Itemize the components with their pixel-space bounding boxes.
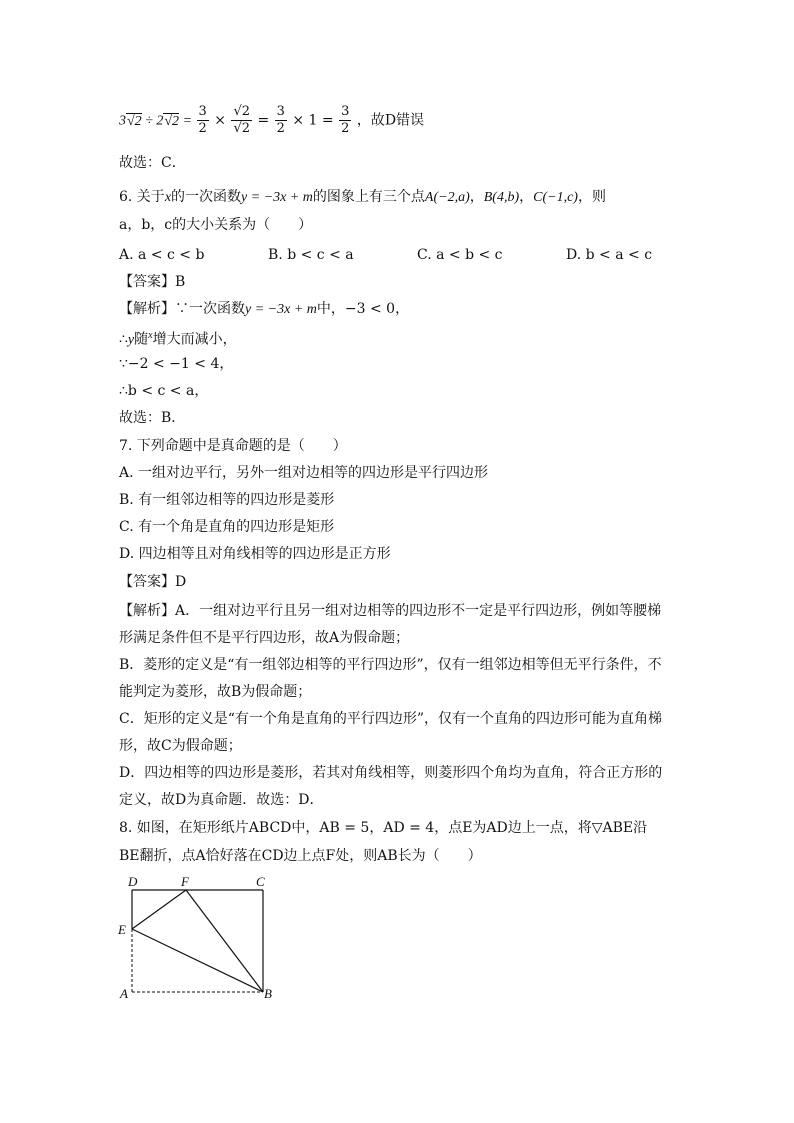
q7-analysis-2: 形满足条件但不是平行四边形，故A为假命题；	[119, 630, 410, 646]
q6-option-a: A. a < c < b	[119, 247, 205, 263]
label-d: D	[128, 874, 138, 889]
q7-analysis-1: 【解析】A．一组对边平行且另一组对边相等的四边形不一定是平行四边形，例如等腰梯	[119, 603, 662, 619]
q5-calculation: 3√2 ÷ 2√2 = $\frac{3}{2}$ × $\frac{√2}{√2}$ = $\frac{3}{2}$ × 1 = $\frac{3}{2}$ ，故D错误	[119, 104, 425, 136]
q6-analysis-4: ∴b < c < a，	[119, 383, 209, 399]
rectangle-fold-diagram	[110, 870, 280, 1005]
q6-point-a: A(−2,a)	[424, 190, 470, 205]
q6-answer: 【答案】B	[119, 274, 186, 290]
label-a: A	[120, 986, 128, 1001]
q6-stem-line2: a，b，c的大小关系为（ ）	[119, 217, 313, 233]
q7-option-b: B. 有一组邻边相等的四边形是菱形	[119, 492, 335, 508]
label-b: B	[264, 986, 272, 1001]
q7-stem: 7. 下列命题中是真命题的是（ ）	[119, 438, 347, 454]
q7-analysis-4: 能判定为菱形，故B为假命题；	[119, 684, 312, 700]
label-c: C	[256, 874, 265, 889]
q5-choice: 故选：C．	[119, 155, 186, 171]
segment-ef	[132, 890, 186, 929]
q7-option-a: A. 一组对边平行，另外一组对边相等的四边形是平行四边形	[119, 465, 489, 481]
q7-analysis-6: 形，故C为假命题；	[119, 738, 242, 754]
q5-expr: 3√2 ÷ 2√2 =	[119, 113, 196, 129]
q6-choice: 故选：B．	[119, 410, 186, 426]
q7-analysis-7: D．四边相等的四边形是菱形，若其对角线相等，则菱形四个角均为直角，符合正方形的	[119, 765, 663, 781]
q6-analysis-1: 【解析】∵一次函数y = −3x + m中，−3 < 0，	[119, 301, 410, 317]
q6-stem: 6. 关于x的一次函数y = −3x + m的图象上有三个点A(−2,a)，B(4,b)，C(−1,c)，则	[119, 189, 606, 205]
segment-eb	[132, 929, 263, 992]
q7-analysis-8: 定义，故D为真命题．故选：D．	[119, 792, 324, 808]
q7-analysis-5: C．矩形的定义是“有一个角是直角的平行四边形”，仅有一个直角的四边形可能为直角梯	[119, 711, 663, 727]
label-f: F	[181, 874, 189, 889]
q6-point-b: B(4,b)	[483, 190, 520, 205]
q8-stem: 8. 如图，在矩形纸片ABCD中，AB = 5，AD = 4，点E为AD边上一点，将▽ABE沿	[119, 820, 648, 836]
q6-option-c: C. a < b < c	[417, 247, 503, 263]
q6-point-c: C(−1,c)	[533, 190, 578, 205]
q7-option-c: C. 有一个角是直角的四边形是矩形	[119, 519, 335, 535]
q6-analysis-2: ∴y随$^x$增大而减小，	[119, 330, 237, 348]
q8-stem-line2: BE翻折，点A恰好落在CD边上点F处，则AB长为（ ）	[119, 848, 482, 864]
q7-answer: 【答案】D	[119, 574, 187, 590]
segment-fb	[186, 890, 263, 992]
label-e: E	[118, 922, 126, 937]
q6-option-d: D. b < a < c	[566, 247, 653, 263]
q6-option-b: B. b < c < a	[268, 247, 354, 263]
q7-option-d: D. 四边相等且对角线相等的四边形是正方形	[119, 546, 391, 562]
q5-suffix: ，故D错误	[356, 112, 425, 129]
q6-analysis-3: ∵−2 < −1 < 4，	[119, 356, 234, 372]
q6-function: y = −3x + m	[241, 190, 313, 205]
q7-analysis-3: B．菱形的定义是“有一组邻边相等的平行四边形”，仅有一组邻边相等但无平行条件，不	[119, 657, 662, 673]
